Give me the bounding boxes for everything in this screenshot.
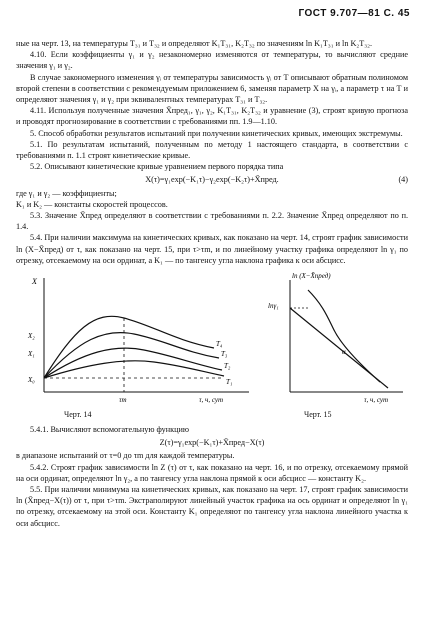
section-heading: 5. Способ обработки результатов испытаний при получении кинетических кривых, имеющих экстремумы.: [30, 128, 403, 138]
paragraph: K₁ и K₂ — константы скоростей процессов.: [16, 199, 168, 209]
paragraph: 5.1. По результатам испытаний, полученным по методу 1 настоящего стандарта, в соответствии с требованиями п. 1.1 строят кинетические кривые.: [16, 139, 408, 161]
figure-14-y-mark: X₂: [28, 332, 35, 341]
paragraph: 5.4.1. Вычисляют вспомогательную функцию: [30, 425, 189, 435]
figure-15-plot: [268, 270, 408, 408]
figure-14-y-mark: X₁: [28, 350, 35, 359]
curve-label-t4: T₄: [216, 340, 223, 349]
document-body: [16, 38, 408, 529]
figure-14-caption: Черт. 14: [64, 409, 92, 419]
figure-15-caption: Черт. 15: [304, 409, 332, 419]
figure-15-x-label: τ, ч, сут: [364, 396, 389, 405]
figures-row: [16, 270, 408, 420]
figure-15-intercept-label: lnγ₁: [268, 302, 279, 311]
paragraph: 5.4. При наличии максимума на кинетических кривых, как показано на черт. 14, строят график зависимости ln (X−X̄пред) от τ, как показано на черт. 15, при τ>τm, и по линейному участку графика определяют ln γ₁ по отрезку, отсекаемому на оси ординат, а K₁ — по тангенсу угла наклона графика к оси абсцисс.: [16, 233, 408, 265]
paragraph: 5.5. При наличии минимума на кинетических кривых, как показано на черт. 17, строят график зависимости ln (X̄пред−X(τ)) от τ, при τ>τm. Экстраполируют линейный участок графика на ось ординат и определяют ln γ₁ по отрезку, отсекаемому на этой оси. Константу K₁ определяют по тангенсу угла наклона линейного участка к оси абсцисс.: [16, 485, 408, 528]
equation-number: (4): [398, 175, 408, 185]
figure-15: [268, 270, 408, 420]
equation-4-text: X(τ)=γ₁exp(−K₁τ)−γ₂exp(−K₂τ)+X̄пред.: [145, 175, 279, 185]
figure-14: [24, 270, 262, 420]
equation-z-text: Z(τ)=γ₁exp(−K₁τ)+X̄пред−X(τ): [159, 438, 265, 448]
figure-15-y-label: ln (X−X̄пред): [292, 272, 331, 281]
curve-label-t1: T₁: [226, 378, 233, 387]
curve-label-t2: T₂: [224, 362, 231, 371]
figure-14-y-mark: X₀: [28, 376, 35, 385]
paragraph: В случае закономерного изменения γᵢ от температуры зависимость γᵢ от T описывают обратным полиномом второй степени в соответствии с рекомендуемым приложением 6, заменяя параметр X на γᵢ, а параметр τ на T и определяют значения γ₁ и γ₂ при эквивалентных температурах T₃₁ и T₃₂.: [16, 72, 408, 105]
paragraph: где γ₁ и γ₂ — коэффициенты;: [16, 188, 117, 198]
paragraph: в диапазоне испытаний от τ=0 до τm для каждой температуры.: [16, 451, 235, 461]
curve-label-t3: T₃: [221, 350, 228, 359]
figure-14-x-label: τ, ч, сут: [199, 396, 224, 405]
figure-15-angle-label: α: [342, 348, 346, 357]
figure-14-plot: [24, 270, 262, 408]
curve-t3: [44, 333, 219, 378]
equation-4: [16, 174, 408, 185]
paragraph: 4.11. Используя полученные значения X̄пред₁, γ₁, γ₂, K₁T₃₁, K₂T₃₂ и уравнение (3), строят кривую прогноза и проводят прогнозирование в соответствии с требованиями пп. 1.9—1.10.: [16, 106, 408, 127]
paragraph: 5.2. Описывают кинетические кривые уравнением первого порядка типа: [30, 162, 284, 172]
figure-15-curve: [308, 290, 380, 382]
paragraph: 4.10. Если коэффициенты γ₁ и γ₂ незакономерно изменяются от температуры, то вычисляют средние значения γ₁ и γ₂.: [16, 50, 408, 71]
equation-z: [16, 437, 408, 448]
paragraph: ные на черт. 13, на температуры T₃₁ и T₃₂ и определяют K₁T₃₁, K₂T₃₂ по значениям ln K₁T₃₁ и ln K₂T₃₂.: [16, 39, 372, 48]
paragraph: 5.3. Значение X̄пред определяют в соответствии с требованиями п. 2.2. Значение X̄пред определяют по п. 1.4.: [16, 211, 408, 232]
figure-14-tm-label: τm: [119, 396, 127, 405]
paragraph: 5.4.2. Строят график зависимости ln Z (τ) от τ, как показано на черт. 16, и по отрезку, отсекаемому прямой на оси ординат, определяют ln γ₂, а по тангенсу угла наклона прямой к оси абсцисс — константу K₂.: [16, 462, 408, 483]
figure-14-y-label: X: [32, 277, 37, 287]
page-header: ГОСТ 9.707—81 С. 45: [298, 8, 410, 19]
